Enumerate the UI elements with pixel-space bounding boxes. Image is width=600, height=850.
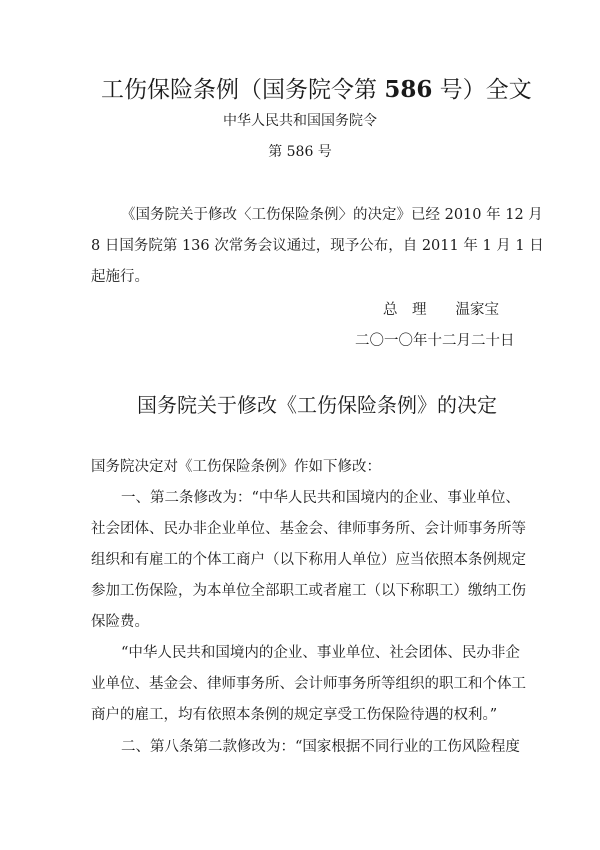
promulgation-line: 起施行。 bbox=[91, 269, 149, 285]
order-number: 第 586 号 bbox=[268, 144, 332, 160]
promulgation-line: 《国务院关于修改〈工伤保险条例〉的决定》已经 2010 年 12 月 bbox=[121, 207, 543, 223]
signature: 总 理 温家宝 bbox=[383, 302, 499, 318]
decision-line: 保险费。 bbox=[91, 614, 149, 630]
document-title bbox=[101, 76, 532, 103]
decision-line: 社会团体、民办非企业单位、基金会、律师事务所、会计师事务所等 bbox=[91, 521, 526, 537]
decision-line: 业单位、基金会、律师事务所、会计师事务所等组织的职工和个体工 bbox=[91, 676, 526, 692]
decision-line: 二、第八条第二款修改为：“国家根据不同行业的工伤风险程度 bbox=[121, 739, 520, 755]
title-prefix: 工伤保险条例（国务院令第 bbox=[101, 77, 385, 103]
decision-title: 国务院关于修改《工伤保险条例》的决定 bbox=[137, 393, 497, 417]
decision-line: 组织和有雇工的个体工商户（以下称用人单位）应当依照本条例规定 bbox=[91, 552, 526, 568]
decision-line: 国务院决定对《工伤保险条例》作如下修改： bbox=[91, 459, 381, 475]
decision-line: 商户的雇工，均有依照本条例的规定享受工伤保险待遇的权利。” bbox=[91, 707, 498, 723]
title-suffix: 号）全文 bbox=[432, 77, 532, 103]
decision-line: 一、第二条修改为：“中华人民共和国境内的企业、事业单位、 bbox=[121, 490, 520, 506]
issuer: 中华人民共和国国务院令 bbox=[223, 113, 377, 129]
decision-line: “中华人民共和国境内的企业、事业单位、社会团体、民办非企 bbox=[121, 645, 520, 661]
title-number: 586 bbox=[384, 76, 433, 103]
promulgation-line: 8 日国务院第 136 次常务会议通过，现予公布，自 2011 年 1 月 1 日 bbox=[91, 238, 544, 254]
signing-date: 二〇一〇年十二月二十日 bbox=[355, 333, 515, 349]
decision-line: 参加工伤保险，为本单位全部职工或者雇工（以下称职工）缴纳工伤 bbox=[91, 583, 526, 599]
